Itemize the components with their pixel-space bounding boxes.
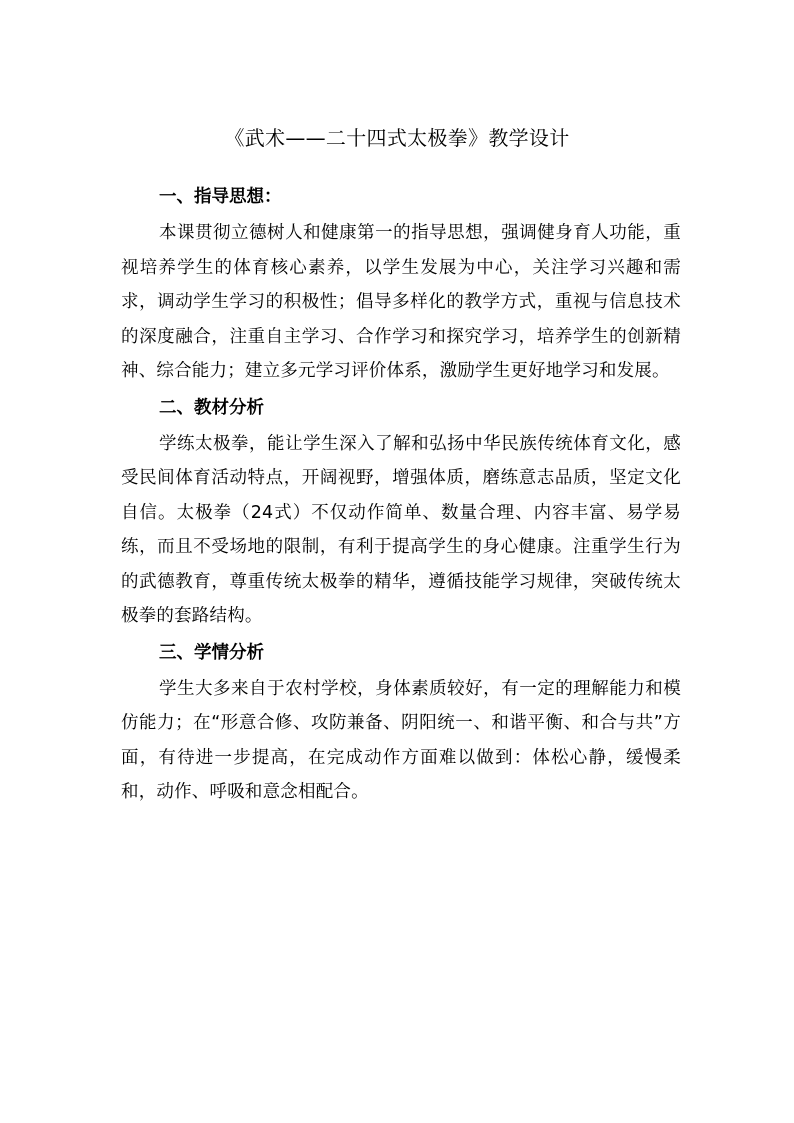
section-heading: 一、指导思想：: [159, 187, 282, 207]
section-guiding-ideology: [121, 178, 681, 389]
document-body: [121, 178, 681, 810]
section-material-analysis: [121, 389, 681, 634]
section-paragraph: 学生大多来自于农村学校，身体素质较好，有一定的理解能力和模仿能力；在“形意合修、攻防兼备、阴阳统一、和谐平衡、和合与共”方面，有待进一步提高，在完成动作方面难以做到：体松心静，缓慢柔和，动作、呼吸和意念相配合。: [121, 678, 681, 802]
section-heading: 三、学情分析: [159, 642, 264, 663]
section-paragraph: 学练太极拳，能让学生深入了解和弘扬中华民族传统体育文化，感受民间体育活动特点，开阔视野，增强体质，磨练意志品质，坚定文化自信。太极拳（24式）不仅动作简单、数量合理、内容丰富、易学易练，而且不受场地的限制，有利于提高学生的身心健康。注重学生行为的武德教育，尊重传统太极拳的精华，遵循技能学习规律，突破传统太极拳的套路结构。: [121, 433, 681, 626]
section-heading: 二、教材分析: [159, 397, 264, 418]
section-student-analysis: [121, 634, 681, 810]
document-title: 《武术——二十四式太极拳》教学设计: [224, 126, 570, 150]
section-paragraph: 本课贯彻立德树人和健康第一的指导思想，强调健身育人功能，重视培养学生的体育核心素养，以学生发展为中心，关注学习兴趣和需求，调动学生学习的积极性；倡导多样化的教学方式，重视与信息技术的深度融合，注重自主学习、合作学习和探究学习，培养学生的创新精神、综合能力；建立多元学习评价体系，激励学生更好地学习和发展。: [121, 223, 681, 381]
